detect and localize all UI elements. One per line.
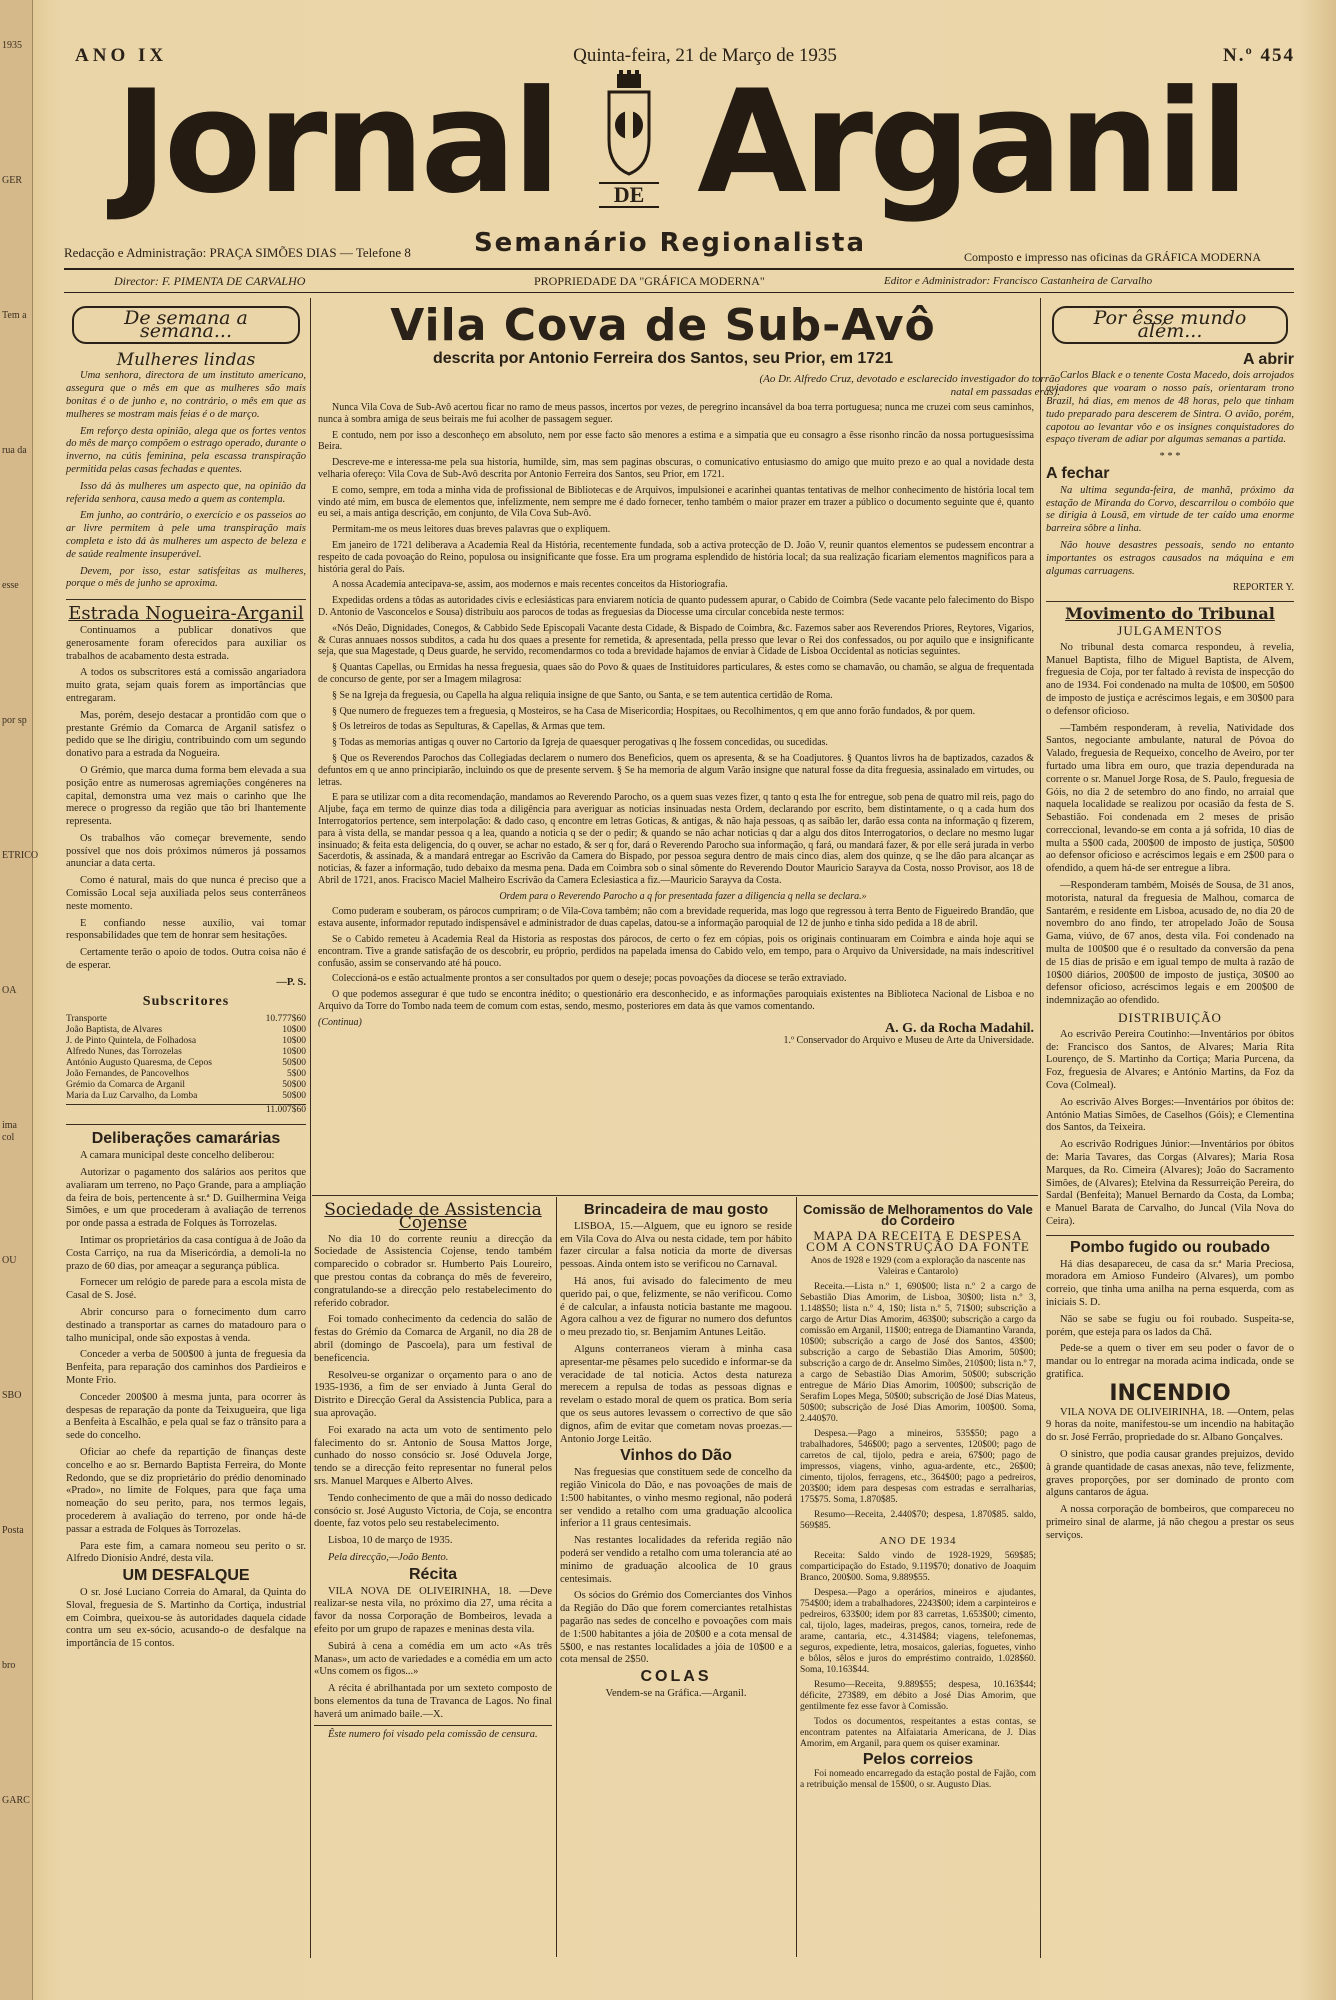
paragraph: Como puderam e souberam, os párocos cumpriram; o de Vila-Cova também; não com a brevidade requerida, mas logo que regressou à terra Bento de Figueiredo Brandão, que estava ausente, informador reputado indispensável e administrador de duas capelas, datou-se a informação paroquial de 12 de junho e tinha sido pedida a 18 de abril.: [318, 906, 1034, 930]
paragraph: Expedidas ordens a tôdas as autoridades civis e eclesiásticas para enviarem notícia de quanto pudessem apurar, o Cabido de Coimbra (Sede vacante pelo falecimento do Bispo D. Antonio de Vasconcelos e Sousa) distribuiu aos parocos de todas as freguesias da Diocesse uma circular concebida neste termos:: [318, 595, 1034, 618]
paragraph: Anos de 1928 e 1929 (com a exploração da nascente nas Valeiras e Cantarolo): [810, 1256, 1026, 1277]
subheadline-distribuicao: DISTRIBUIÇÃO: [1118, 1010, 1222, 1026]
article-comissao: [800, 1200, 1036, 1955]
headline-brincadeira: Brincadeira de mau gosto: [583, 1201, 769, 1218]
signature: —P. S.: [276, 976, 306, 988]
paragraph: Abrir concurso para o fornecimento dum carro destinado a transportar as carnes do matadouro para o talho municipal, onde são expostas à venda.: [66, 1307, 306, 1344]
headline-desfalque: UM DESFALQUE: [122, 1567, 250, 1585]
paragraph: Em reforço desta opinião, alega que os fortes ventos do mês de março compõem o estrago operado, durante o inverno, na cútis feminina, pela escassa transpiração permitida pelas casas fechadas e quentes.: [66, 425, 306, 475]
subscriber-value: 10.777$60: [265, 1014, 306, 1025]
issue-number: N.º 454: [1223, 45, 1295, 66]
adjacent-page-word: SBO: [2, 1390, 22, 1401]
rule: [66, 1124, 306, 1125]
paragraph: Tendo conhecimento de que a mãi do nosso dedicado consócio sr. José Augusto Victoria, de Coja, se encontra doente, faz votos pelo seu restabelecimento.: [314, 1492, 552, 1530]
paragraph: Ordem para o Reverendo Parocho a q for presentada fazer a diligencia q nella se declara.»: [499, 890, 867, 902]
subheadline-ano: ANO DE 1934: [879, 1535, 957, 1547]
headline-tribunal: Movimento do Tribunal: [1065, 604, 1275, 624]
subscriber-name: Maria da Luz Carvalho, da Lomba: [66, 1091, 198, 1102]
subscriber-name: João Fernandes, de Pancovelhos: [66, 1069, 189, 1080]
signature: Pela direcção,—João Bento.: [328, 1551, 449, 1563]
headline-mulheres: Mulheres lindas: [116, 349, 256, 370]
adjacent-page-word: OU: [2, 1255, 17, 1266]
paragraph: Autorizar o pagamento dos salários aos peritos que avaliaram um terreno, no Paço Grande, para a ampliação da feira de bois, pertencente à sr.ª D. Guilhermina Veiga Simões, e um que procederam à avaliação de terrenos por onde passa a estrada de Folques às Torrozelas.: [66, 1167, 306, 1230]
rule: [66, 599, 306, 600]
adjacent-page-word: ETRICO: [2, 850, 39, 861]
composto-line: Composto e impresso nas oficinas da GRÁFICA MODERNA: [964, 250, 1261, 264]
paragraph: A camara municipal deste concelho deliberou:: [80, 1150, 275, 1162]
paragraph: No tribunal desta comarca respondeu, à revelia, Manuel Baptista, filho de Miguel Baptista, de Alvem, freguesia de Coja, por ter faltado à revista de inspecção do ano de 1934. Foi condenado na multa de 10$00, em 50$00 de imposto de justiça e acréscimos legais, e em 30$00 para o defensor oficioso.: [1046, 641, 1294, 717]
subscriber-value: 50$00: [282, 1058, 306, 1069]
paragraph: Receita.—Lista n.º 1, 690$00; lista n.º 2 a cargo de Sebastião Dias Amorim, de Lisboa, 30$00; lista n.º 3, 1.148$50; lista n.º 4, 1$0; lista n.º 5, 71$00; subscrição a cargo de Artur Dias Amorim, 463$00; subscrição a cargo da comissão em Arganil, 11$00; entrega de Diamantino Varanda, 10$00; subscrição a cargo de José dos Santos, 43$00; subscrição a cargo de Sebastião Dias Amorim, 50$00; subscrição a cargo de dr. Anselmo Simões, 210$00; lista n.º 7, a cargo de Sebastião Dias Amorim, 50$00; subscrição entregue de Mário Dias Amorim, 100$00; subscrição de Serafim Lopes Mega, 50$00; subscrição de José Dias Mateus, 50$00; subscrição de José Dias Amorim, 100$00. Soma, 2.440$70.: [800, 1282, 1037, 1424]
paragraph: E contudo, nem por isso a desconheço em absoluto, nem por esse facto são menores a estima e a simpatia que eu consagro a êsse risonho rincão da nossa portuguesíssima Beira.: [318, 429, 1034, 453]
article-vila-cova: [318, 402, 1034, 1192]
subheadline-julgamentos: JULGAMENTOS: [1117, 622, 1223, 638]
paragraph: O Grémio, que marca duma forma bem elevada a sua posição entre as numerosas agremiações congéneres na capital, demonstra uma vez mais o carinho que lhe merece o progresso da região que tão bri lhantemente representa.: [66, 764, 306, 828]
paragraph: Vendem-se na Gráfica.—Arganil.: [605, 1687, 747, 1699]
subscriber-row: [66, 1014, 306, 1025]
paragraph: Intimar os proprietários da casa contígua à de João da Costa Carriço, na rua da Misericórdia, a demoli-la no prazo de 60 dias, por ameaçar a segurança pública.: [66, 1235, 306, 1272]
paragraph: Nas restantes localidades da referida região não poderá ser vendido a retalho com uma tolerancia até ao minimo de graduação alcoolica de 10 graus centesimais.: [560, 1535, 792, 1585]
paragraph: Conceder 200$00 à mesma junta, para ocorrer às despesas de reparação da ponte da Teixugueira, que liga a Benfeita à Escalhão, e pela qual se faz o trânsito para a sede do concelho.: [66, 1391, 306, 1442]
paragraph: Alguns conterraneos vieram à minha casa apresentar-me pêsames pelo sucedido e informar-se da veracidade de tal noticia. Actos desta natureza merecem a repulsa de todas as pessoas dignas e revelam o estado moral de quem os pratica. Bom seria que os seus autores levassem o correctivo de que são dignos, afim de evitar que cometam novas proezas.—Antonio Jorge Leitão.: [560, 1343, 792, 1445]
column-rule: [796, 1197, 797, 1957]
paragraph: § Se na Igreja da freguesia, ou Capella ha algua reliquia insigne de que Santo, ou Santa, e se tem autentica certidão de Roma.: [332, 689, 833, 701]
paragraph: Oficiar ao chefe da repartição de finanças deste concelho e ao sr. Bernardo Baptista Ferreira, do Monte Redondo, que se diz proprietário do prédio denominado «Prado», no limite de Folques, para que faça uma nomeação do seu perito, para, nos termos legais, procederem à avaliação do terreno, por onde há-de passar a estrada de Folques às Torrozelas.: [66, 1446, 306, 1535]
column-1: [66, 300, 306, 1960]
paragraph: § Os letreiros de todas as Sepulturas, & Capellas, & Armas que tem.: [332, 721, 606, 733]
signature: REPORTER Y.: [1232, 582, 1294, 594]
paragraph: O sr. José Luciano Correia do Amaral, da Quinta do Sloval, freguesia de S. Martinho da Cortiça, industrial em Coimbra, queixou-se às autoridades daquela cidade contra um seu ex-sócio, acusando-o de desfalque na importância de 15 contos.: [66, 1586, 306, 1650]
paragraph: Foi exarado na acta um voto de sentimento pelo falecimento do sr. Antonio de Sousa Mattos Jorge, cunhado do nosso consócio sr. José Oduvela Jorge, tendo se a direcção feito representar no funeral pelos srs. Manuel Marques e Alberto Alves.: [314, 1424, 552, 1487]
paragraph: A nossa corporação de bombeiros, que compareceu no primeiro sinal de alarme, já não chegou a prestar os seus serviços.: [1046, 1504, 1294, 1541]
propriedade-line: PROPRIEDADE DA "GRÁFICA MODERNA": [534, 274, 765, 288]
paragraph: E para se utilizar com a dita recomendação, mandamos ao Reverendo Parocho, os a quem suas vezes fizer, q tanto q esta lhe for entregue, sob pena de quatro mil reis, pago do Aljube, faça em termo de quinze dias toda a diligência para averiguar as noticias insinuadas nesta Ordem, declarando por escrito, bem distintamente, o q a cada hum dos Interrogatorios pertence, sem interpolação: & dado caso, q encontre em letras Goticas, & antigas, & não haja pessoas, q as saibão ler, darão essa conta na informação q fizerem, para à vista della, se mandar pessoa q a lea, quando a noticia q se der o pedir; & quando se não achar noticias q dar a algu dos ditos Interrogatorios, o declare no mesmo lugar insinuado; & feita esta deligencia, do q ouver, se achar no estado, & ser q for, dará o Reverendo Parocho sua informação, q fará, ou mandará fazer, & por elle será jurada in verbo Sacerdotis, & assinada, & a mandará entregar ao Escrivão da Camera do Bispado, por pessoa segura dentro de mais cinco dias, alem dos quinze, q se lhe dão para alcançar as noticias, & fazer a informação, tudo debaixo da mesma pena. Dada em Coimbra sob o sinal sômente do Reverendo Doutor Mauricio Sarayva da Costa, nosso Provisor, aos 18 de Abril de 1721, anos. Fracisco Maciel Malheiro Escrivão da Camera Eclesiastica a fiz.—Mauricio Sarayva da Costa.: [318, 792, 1034, 886]
paragraph: Na ultima segunda-feira, de manhã, próximo da estação de Miranda do Corvo, descarrilou o combóio que se dirigia à Lousã, em virtude de ter caído uma enorme barreira sôbre a linha.: [1046, 484, 1294, 535]
subscriber-value: 10$00: [282, 1036, 306, 1047]
headline-pombo: Pombo fugido ou roubado: [1070, 1238, 1270, 1256]
paragraph: Receita: Saldo vindo de 1928-1929, 569$85; comparticipação do Estado, 9.119$70; donativo de Joaquim Branco, 200$00. Soma, 9.889$55.: [800, 1551, 1036, 1583]
adjacent-page-word: Tem a: [2, 310, 27, 321]
town-crest-icon: [599, 70, 659, 178]
paragraph: Foi nomeado encarregado da estação postal de Fajão, com a retribuição mensal de 15$00, o sr. Augusto Dias.: [800, 1769, 1036, 1790]
redaccao-line: Redacção e Administração: PRAÇA SIMÕES DIAS — Telefone 8: [64, 245, 411, 260]
paragraph: Devem, por isso, estar satisfeitas as mulheres, porque o mês de junho se aproxima.: [66, 565, 306, 590]
paragraph: Os trabalhos vão começar brevemente, sendo possível que nos dois próximos números já possamos anunciar a data certa.: [66, 832, 306, 870]
paragraph: Conceder a verba de 500$00 à junta de freguesia da Benfeita, para reparação dos caminhos dos Pardieiros e Monte Frio.: [66, 1349, 306, 1386]
subscriber-row: [66, 1036, 306, 1047]
paragraph: O sinistro, que podia causar grandes prejuizos, devido à grande quantidade de casas anexas, não teve, felizmente, graves proporções, por ser dominado de pronto com alguns cantaros de água.: [1046, 1448, 1294, 1499]
author-title: 1.º Conservador do Arquivo e Museu de Arte da Universidade.: [783, 1034, 1034, 1046]
subscriber-name: João Baptista, de Alvares: [66, 1025, 163, 1036]
headline-estrada: Estrada Nogueira-Arganil: [68, 603, 304, 625]
title-right: Arganil: [697, 60, 1245, 225]
section-box-semana: De semana a semana...: [72, 306, 300, 344]
adjacent-page-edge: [0, 0, 39, 2000]
subscriber-row: [66, 1069, 306, 1080]
paragraph: E confiando nesse auxílio, vai tomar responsabilidades que tem de honrar sem hesitações.: [66, 917, 306, 942]
paragraph: VILA NOVA DE OLIVEIRINHA, 18. —Deve realizar-se nesta vila, no próximo dia 27, uma récita a favor da nossa Corporação de Bombeiros, levada a efeito por um grupo de rapazes e meninas desta vila.: [314, 1585, 552, 1635]
paragraph: Coleccioná-os e estão actualmente prontos a ser consultados por quem o deseje; pocas povoações da diocese se terão extraviado.: [332, 973, 847, 985]
paragraph: Uma senhora, directora de um instituto americano, assegura que o mês em que as mulheres são mais bonitas é o de junho e, no contrário, o mês em que as mulheres se mostram mais feias é o de março.: [66, 370, 306, 420]
subscriber-name: António Augusto Quaresma, de Cepos: [66, 1058, 212, 1069]
adjacent-page-word: bro: [2, 1660, 16, 1671]
subscriber-row: [66, 1080, 306, 1091]
headline-vila-cova: Vila Cova de Sub-Avô: [390, 300, 936, 351]
paragraph: Descreve-me e interessa-me pela sua historia, humilde, sim, mas sem paginas obscuras, o comunicativo entusiasmo do amigo que muito prezo e ao qual a novidade desta velharia ofereço: Vila Cova de Sub-Avô descrita por Antonio Ferreira dos Santos, seu Prior, em 1721.: [318, 457, 1034, 480]
paragraph: Isso dá às mulheres um aspecto que, na opinião da referida senhora, causa medo a quem as contempla.: [66, 480, 306, 505]
paragraph: Não se sabe se fugiu ou foi roubado. Suspeita-se, porém, que esteja para os lados da Chã.: [1046, 1313, 1294, 1338]
headline-comissao: Comissão de Melhoramentos do Vale do Cordeiro: [803, 1202, 1033, 1228]
paragraph: Fornecer um relógio de parede para a escola mista de Casal de S. José.: [66, 1277, 306, 1302]
subscribers-heading: Subscritores: [142, 993, 230, 1009]
paragraph: A nossa Academia antecipava-se, assim, aos modernos e mais recentes conceitos da Historiografia.: [332, 579, 728, 591]
adjacent-page-word: Posta: [2, 1525, 24, 1536]
rule: [1046, 601, 1294, 602]
subscriber-name: Grémio da Comarca de Arganil: [66, 1080, 186, 1091]
headline-colas: COLAS: [640, 1668, 712, 1686]
director-line: Director: F. PIMENTA DE CARVALHO: [114, 274, 306, 288]
censorship-note: Êste numero foi visado pela comissão de censura.: [314, 1725, 552, 1742]
paragraph: Há anos, fui avisado do falecimento de meu querido pai, o que, felizmente, se não verificou. Como é de calcular, a infausta noticia bastante me magoou. Agora calhou a vez de figurar no numero dos defuntos o meu prezado tio, sr. Benjamim Antunes Leitão.: [560, 1275, 792, 1339]
adjacent-page-word: rua da: [2, 445, 27, 456]
staff-bar: [64, 268, 1294, 293]
paragraph: Nas freguesias que constituem sede de concelho da região Vinicola do Dão, e nas povoações de mais de 1:500 habitantes, o vinho mesmo regional, não poderá ser vendido a retalho com uma graduação alcoolica inferior a 11 graus centesimais.: [560, 1467, 792, 1530]
adjacent-page-word: OA: [2, 985, 17, 996]
paragraph: Resolveu-se organizar o orçamento para o ano de 1935-1936, a fim de ser enviado à Junta Geral do Distrito e Direcção Geral da Assistencia Publica, para a sua aprovação.: [314, 1369, 552, 1419]
subscriber-value: 5$00: [287, 1069, 306, 1080]
paragraph: Mas, porém, desejo destacar a prontidão com que o prestante Grémio da Comarca de Arganil satisfez o pedido que se lhe dirigiu, contribuindo com um segundo donativo para a estrada da Nogueira.: [66, 709, 306, 760]
paragraph: Para este fim, a camara nomeou seu perito o sr. Alfredo Dionísio André, desta vila.: [66, 1540, 306, 1565]
headline-fechar: A fechar: [1046, 464, 1110, 482]
paragraph: § Que numero de freguezes tem a freguesia, q Mosteiros, se ha Casa de Misericordia; Hospitaes, ou Recolhimentos, q em que anno forão fundados, & por quem.: [332, 705, 976, 717]
title-left: Jornal: [115, 60, 558, 225]
dedication: (Ao Dr. Alfredo Cruz, devotado e esclarecido investigador do torrão natal em passadas eras).: [759, 373, 1060, 398]
title-de: DE: [599, 182, 659, 208]
adjacent-page-word: esse: [2, 580, 19, 591]
editor-line: Editor e Administrador: Francisco Castanheira de Carvalho: [884, 275, 1153, 287]
paragraph: —Responderam também, Moisés de Sousa, de 31 anos, motorista, natural da freguesia de Malhou, comarca de Santarém, e residente em Lisboa, acusado de, no dia 20 de novembro do ano findo, ter atropelado João de Sousa Gama, viúvo, de 67 anos, desta vila. Foi condenado na multa de 100$00 que é o resultado da conversão da pena de 15 dias de prisão e em igual tempo de multa à razão de 10$00 diários, 200$00 de imposto de justiça, 30$00 ao defensor oficioso, acréscimos legais e em 200$00 de indemnização ao ofendido.: [1046, 880, 1294, 1007]
paragraph: Lisboa, 10 de março de 1935.: [328, 1535, 453, 1547]
paragraph: Não houve desastres pessoais, sendo no entanto importantes os estragos causados na máquina e em algumas carruagens.: [1046, 539, 1294, 577]
paragraph: Foi tomado conhecimento da cedencia do salão de festas do Grémio da Comarca de Arganil, no dia 28 de abril (domingo de Pascoela), para um festival de beneficencia.: [314, 1314, 552, 1364]
paragraph: Ao escrivão Alves Borges:—Inventários por óbitos de: António Matias Simões, de Caselhos (Góis); e Clementina dos Santos, da Teixeira.: [1046, 1096, 1294, 1134]
article-brincadeira: [560, 1200, 792, 1955]
paragraph: Nunca Vila Cova de Sub-Avô acertou ficar no ramo de meus passos, incertos por vezes, de peregrino incansável da boa terra portuguesa; nunca me cruzei com seus caminhos, nunca à sombra amiga de seus beirais me fui acolher de passagem seguer.: [318, 402, 1034, 425]
subheadline-vila-cova: descrita por Antonio Ferreira dos Santos, seu Prior, em 1721: [433, 350, 893, 367]
paragraph: Como é natural, mais do que nunca é preciso que a Comissão Local seja auxiliada pelos seus conterrâneos neste momento.: [66, 875, 306, 912]
headline-deliberacoes: Deliberações camarárias: [91, 1130, 281, 1148]
paragraph: Em janeiro de 1721 deliberava a Academia Real da História, recentemente fundada, sob a activa protecção de D. João V, reunir quantos elementos se pudessem encontrar a respeito de cada povoação do Reino, populosa ou insignificante que fosse. Era um programa esplendido de história local; da sua realização ficariam elementos magnificos para a história geral do País.: [318, 539, 1034, 575]
subscriber-value: 50$00: [282, 1091, 306, 1102]
subscribers-total: 11.007$60: [66, 1104, 306, 1116]
headline-correios: Pelos correios: [862, 1751, 974, 1768]
paragraph: A todos os subscritores está a comissão angariadora muito grata, sejam quais forem as importâncias que entregaram.: [66, 667, 306, 704]
paragraph: Há dias desapareceu, de casa da sr.ª Maria Preciosa, moradora em Amioso Fundeiro (Alvares), um pombo correio, que tinha uma anilha na perna esquerda, com as iniciais S. D.: [1046, 1258, 1294, 1308]
article-sociedade: [314, 1200, 552, 1955]
paragraph: No dia 10 do corrente reuniu a direcção da Sociedade de Assistencia Cojense, tendo também comparecido o cobrador sr. Humberto Pais Loureiro, que prestou contas da cobrança do mês de fevereiro, congratulando-se a direcção pelo restabelecimento do referido cobrador.: [314, 1233, 552, 1309]
paragraph: § Todas as memorias antigas q ouver no Cartorio da Igreja de quaesquer perogativas q lhe fossem concedidas, ou sucedidas.: [332, 737, 828, 749]
adjacent-page-word: ima col: [2, 1120, 17, 1143]
column-right: [1046, 300, 1294, 1958]
headline-recita: Récita: [408, 1565, 458, 1583]
paragraph: Subirá à cena a comédia em um acto «As três Manas», um acto de variedades e a comédia em um acto «Uns comem os figos...»: [314, 1640, 552, 1678]
paragraph: Os sócios do Grémio dos Comerciantes dos Vinhos da Região do Dão que forem comerciantes retalhistas pagarão nas sedes de concelho e povoações com mais de 1:500 habitantes a jóia de 20$00 e a cota mensal de 5$00, e nas restantes localidades a jóia de 10$00 e a cota mensal de 2$50.: [560, 1590, 792, 1666]
adjacent-page-word: 1935: [2, 40, 22, 51]
subscriber-value: 50$00: [282, 1080, 306, 1091]
headline-incendio: INCENDIO: [1109, 1380, 1231, 1406]
column-rule: [556, 1197, 557, 1957]
subscriber-row: [66, 1091, 306, 1102]
subheadline-mapa: MAPA DA RECEITA E DESPESA COM A CONSTRUÇÃO DA FONTE: [806, 1228, 1030, 1254]
paragraph: Despesa.—Pago a operários, mineiros e ajudantes, 754$00; idem a trabalhadores, 2243$00; idem a carpinteiros e pedreiros, 633$00; idem por 83 carretas, 1.653$00; cimento, cal, tijolo, lages, madeiras, pregos, canos, torneira, rede de arame, cantaria, etc., 4.314$84; viagens, telefonemas, seguros, expediente, letra, mosaicos, galerias, foguetes, vinho e bôlos, sêlos e juros do empréstimo contraido, 1.028$60. Soma, 10.163$44.: [800, 1588, 1036, 1675]
paragraph: A récita é abrilhantada por um sexteto composto de bons elementos da tuna de Travanca de Lagos. No final haverá um animado baile.—X.: [314, 1683, 552, 1720]
paragraph: Todos os documentos, respeitantes a estas contas, se encontram patentes na Alfaiataria Americana, de J. Dias Amorim, em Arganil, para quem os quiser examinar.: [800, 1717, 1036, 1749]
year-label: ANO IX: [75, 45, 168, 66]
subscriber-row: [66, 1025, 306, 1036]
paragraph: LISBOA, 15.—Alguem, que eu ignoro se reside em Vila Cova do Alva ou nesta cidade, tem por hábito fazer circular a falsa noticia da morte de diversas pessoas. Ainda ontem isto se verificou no Carnaval.: [560, 1220, 792, 1271]
paragraph: § Que os Reverendos Parochos das Collegiadas declarem o numero dos Beneficios, quem os apresenta, & se ha Coadjutores. § Quantos livros ha de baptizados, cazados & defuntos em q ue anno principiarão, incluindo os que de presente servem. § Se ha memoria de algum Varão insigne que natural fosse da dita freguesia, assinalado em virtudes, ou letras.: [318, 752, 1034, 788]
paragraph: Resumo—Receita, 9.889$55; despesa, 10.163$44; déficite, 273$89, em débito a José Dias Amorim, que gentilmente fez esse favor à Comissão.: [800, 1680, 1036, 1712]
subscriber-value: 10$00: [282, 1025, 306, 1036]
headline-vinhos: Vinhos do Dão: [620, 1447, 732, 1465]
paragraph: Pede-se a quem o tiver em seu poder o favor de o mandar ou lo entregar na morada acima indicada, onde se gratifica.: [1046, 1343, 1294, 1380]
paragraph: Resumo—Receita, 2.440$70; despesa, 1.870$85. saldo, 569$85.: [800, 1510, 1036, 1531]
column-rule: [1040, 298, 1041, 1958]
section-box-mundo: Por êsse mundo além...: [1052, 306, 1288, 344]
paragraph: § Quantas Capellas, ou Ermidas ha nessa freguesia, quaes são do Povo & quaes de Instituidores particulares, & estes como se chamavão, ou chamão, se algua de frequentada de concurso de gente, por ser a Imagem milagrosa:: [318, 662, 1034, 685]
issue-date: Quinta-feira, 21 de Março de 1935: [573, 45, 837, 66]
section-rule: [312, 1195, 1038, 1196]
adjacent-page-word: GER: [2, 175, 22, 186]
paragraph: —Também responderam, à revelia, Natividade dos Santos, negociante ambulante, natural de Póvoa do Valado, freguesia de Requeixo, concelho de Aveiro, por ter furtado uma libra em ouro, que trazia dependurada na corrente o sr. Manuel Jorge Rosa, de S. Paulo, freguesia de Góis, no dia 2 de setembro do ano findo, no arraial que naquela localidade se realizou por ocasião da festa de S. Sebastião. Foi condenada em 2 meses de prisão correccional, levando-se em conta a já sofrida, 10 dias de multa a 5$00 cada, 200$00 de imposto de justiça, 50$00 ao defensor oficioso e acréscimos legais e em 2$00 para o ofendido, a quem há-de ser entregue a libra.: [1046, 722, 1294, 875]
paragraph: Certamente terão o apoio de todos. Outra coisa não é de esperar.: [66, 947, 306, 972]
column-rule: [310, 298, 311, 1958]
paragraph: Ao escrivão Pereira Coutinho:—Inventários por óbitos de: Francisco dos Santos, de Alvares; Maria Rita Lourenço, de S. Martinho da Cortiça; Maria Purcena, da Foz, freguesia de Alvares; e António Martins, da Foz da Cova (Colmeal).: [1046, 1028, 1294, 1092]
paragraph: Continuamos a publicar donativos que generosamente foram oferecidos para auxiliar os trabalhos de acabamento desta estrada.: [66, 624, 306, 662]
paragraph: Carlos Black e o tenente Costa Macedo, dois arrojados aviadores que voaram o nosso país, orientaram trono Brazil, há dias, em menos de 48 horas, pelo que tinham tudo preparado para descerem de Sintra. O avião, porém, capotou ao levantar vôo e os insignes conquistadores do espaço tiveram de adiar por algumas semanas a partida.: [1046, 370, 1294, 446]
subscriber-name: J. de Pinto Quintela, de Folhadosa: [66, 1036, 197, 1047]
paragraph: VILA NOVA DE OLIVEIRINHA, 18. —Ontem, pelas 9 horas da noite, manifestou-se um incendio na habitação do sr. José Ferrão, propriedade do sr. Albano Gonçalves.: [1046, 1406, 1294, 1444]
subscriber-row: [66, 1047, 306, 1058]
author-signature: A. G. da Rocha Madahil.: [885, 1020, 1034, 1036]
separator-stars: * * *: [1159, 451, 1181, 463]
paragraph: Em junho, ao contrário, o exercício e os passeios ao ar livre permitem à pele uma transpiração mais completa e isto dá às mulheres um aspecto de beleza e de saúde realmente insuperável.: [66, 510, 306, 560]
headline-abrir: A abrir: [1243, 350, 1294, 368]
paragraph: Despesa.—Pago a mineiros, 535$50; pago a trabalhadores, 546$00; pago a serventes, 120$00; pago de carretos de cal, tijolo, pedra e areia, 67$00; pago de impressos, viagens, vinho, agua-ardente, etc., 26$00; cimento, tijolos, ferragens, etc., 364$00; pago a pedreiros, 203$00; idem para despesas com estradas e serralharias, 175$75. Soma, 1.870$85.: [800, 1429, 1036, 1505]
rule: [1046, 1235, 1294, 1236]
subscriber-value: 10$00: [282, 1047, 306, 1058]
subscribers-list: [66, 1014, 306, 1102]
subscriber-name: Transporte: [66, 1014, 107, 1025]
adjacent-page-word: por sp: [2, 715, 27, 726]
paragraph: «Nós Deão, Dignidades, Conegos, & Cabbido Sede Episcopali Vacante desta Cidade, & Bispado de Coimbra, &c. Fazemos saber aos Reverendos Priores, Reytores, Vigarios, & Curas annuaes nossos subditos, a cada hu dos quaes a presente for remetida, & apresentada, pella presso que levar o Rei dos confessados, ou por aquilo que e insignificante seja, que sua Magestade, q Deus guarde, he servido, recomendarmos co toda a brevidade hajamos de enviar à Cidade de Lisboa Occidental as noticias seguintes.: [318, 622, 1034, 658]
paragraph: O que podemos assegurar é que tudo se encontra inédito; o questionário era desconhecido, e as informações paroquiais existentes na Biblioteca Nacional de Lisboa e no Arquivo da Torre do Tombo nada teem de comum com estas, sendo, mesmo, posteriores em data às que vamos comentando.: [318, 989, 1034, 1013]
subscriber-name: Alfredo Nunes, das Torrozelas: [66, 1047, 182, 1058]
paragraph: Ao escrivão Rodrigues Júnior:—Inventários por óbitos de: Maria Tavares, das Corgas (Alvares); Maria Rosa Marques, da Ro. Cimeira (Alvares); João do Sacramento Simões, de (Alvares); Etelvina da Ressurreição Pereira, do Sardal (Benfeita); Manuel Bernardo da Costa, da Lomba; e Manuel Barata de Carvalho, do Juncal (Vila Nova do Ceira).: [1046, 1139, 1294, 1227]
continued-label: (Continua): [318, 1016, 362, 1028]
paragraph: Se o Cabido remeteu à Academia Real da Historia as respostas dos párocos, de certo o fez em cópias, pois os originais continuaram em Coimbra e ainda hoje aqui se encontram. Tive a grande satisfação de os descobrir, eu próprio, perdidos na papelada imensa do Cabido velo, em tempo, para o Arquivo da Universidade, na mais indescritível confusão, assim se conservando até há pouco.: [318, 934, 1034, 969]
masthead-title: [115, 60, 1245, 230]
paragraph: E como, sempre, em toda a minha vida de profissional de Bibliotecas e de Arquivos, impulsionei e acarinhei quantas tentativas de melhor conhecimento de história local tem vindo até mim, em busca de elementos que, infelizmente, nem sempre me é dado fornecer, tenho também o maior prazer em trazer a público o documento seguinte que é, quanto eu sei, a mais antiga descrição, em conjunto, de Vila Cova Sub-Avô.: [318, 484, 1034, 520]
subtitle: Semanário Regionalista: [473, 228, 867, 258]
adjacent-page-word: GARC: [2, 1795, 30, 1806]
headline-sociedade: Sociedade de Assistencia Cojense: [324, 1200, 542, 1233]
paragraph: Permitam-me os meus leitores duas breves palavras que o expliquem.: [332, 524, 611, 536]
subscriber-row: [66, 1058, 306, 1069]
